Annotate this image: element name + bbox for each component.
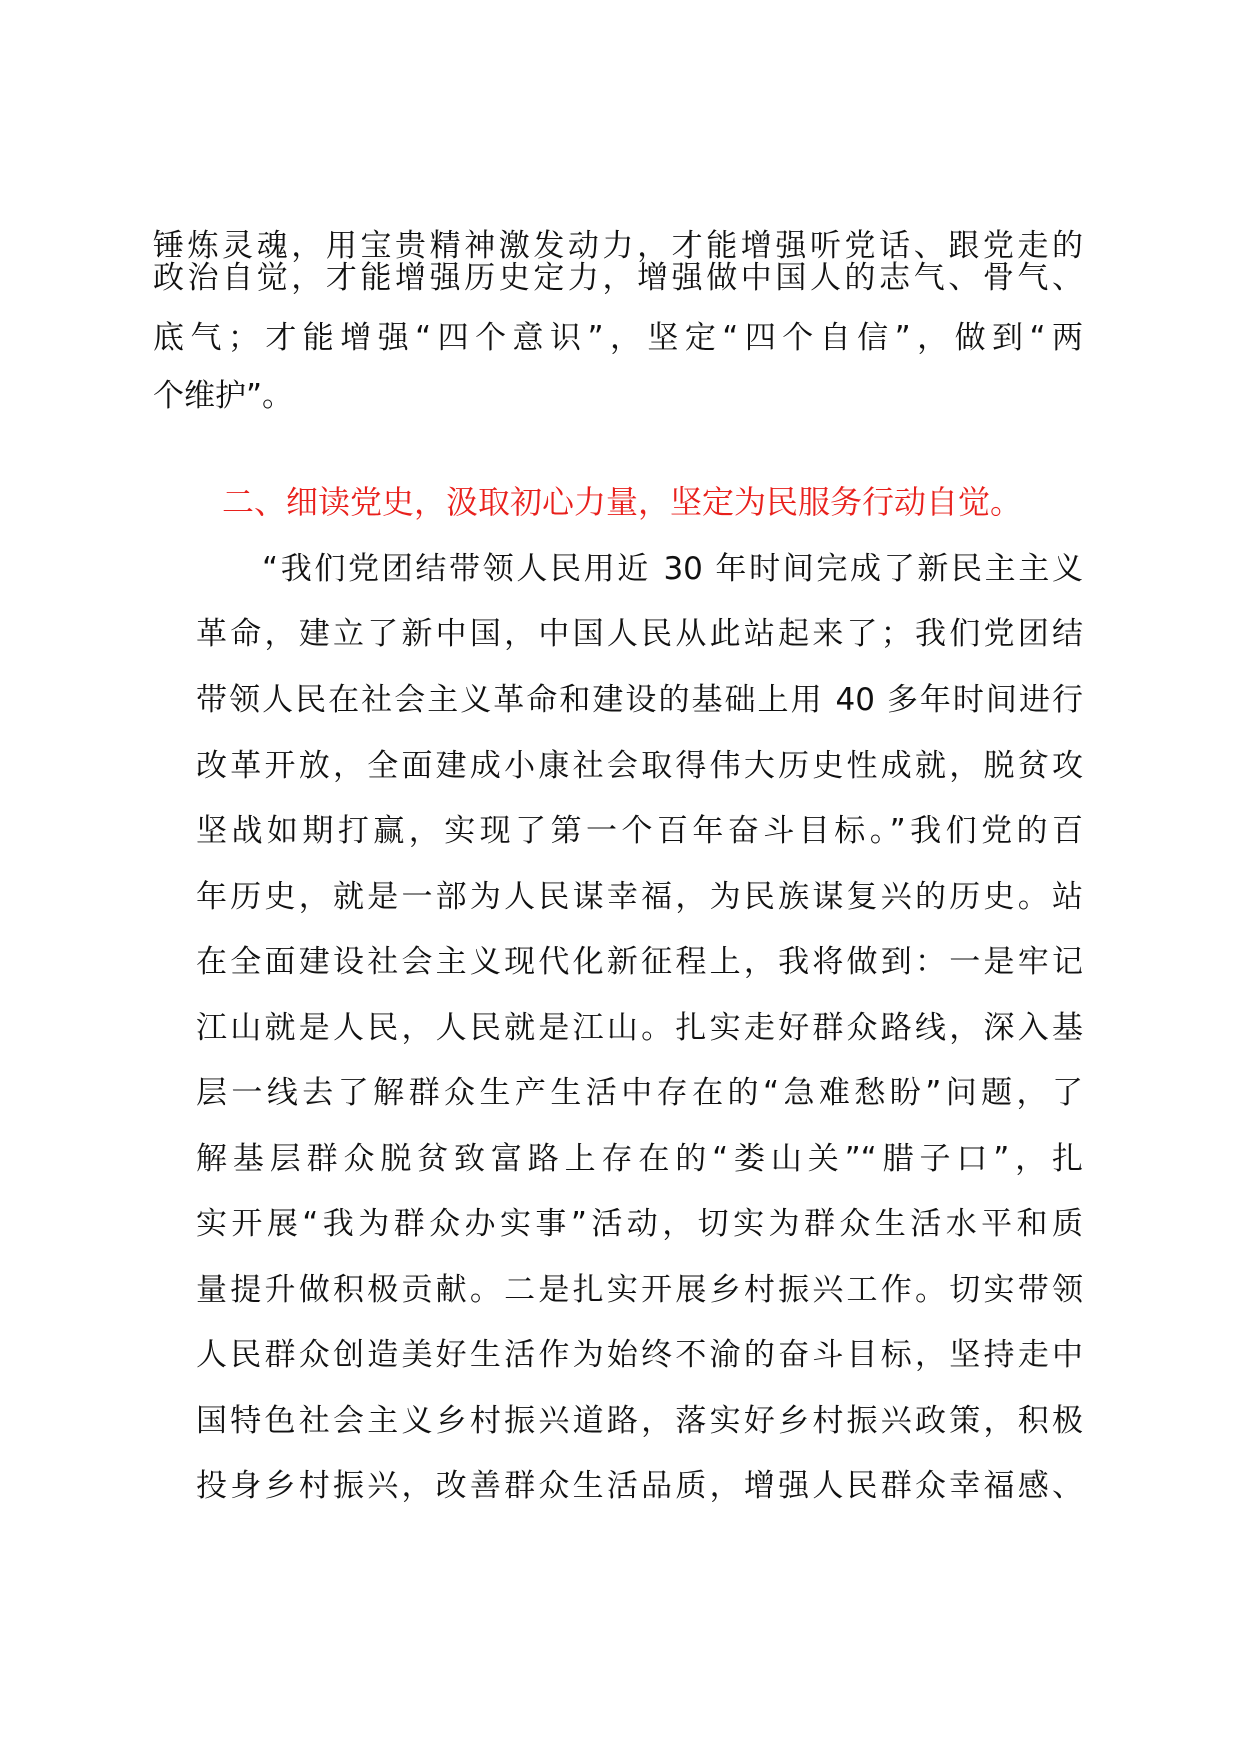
paragraph-line: 解基层群众脱贫致富路上存在的“娄山关”“腊子口”，扎 (196, 1141, 1083, 1177)
paragraph-line: “我们党团结带领人民用近 30 年时间完成了新民主主义 (262, 551, 1083, 587)
paragraph-line: 革命，建立了新中国，中国人民从此站起来了；我们党团结 (196, 616, 1083, 652)
paragraph-line: 锤炼灵魂，用宝贵精神激发动力，才能增强听党话、跟党走的 (153, 228, 1083, 264)
paragraph-line: 改革开放，全面建成小康社会取得伟大历史性成就，脱贫攻 (196, 748, 1083, 784)
paragraph-line: 国特色社会主义乡村振兴道路，落实好乡村振兴政策，积极 (196, 1403, 1083, 1439)
paragraph-line: 年历史，就是一部为人民谋幸福，为民族谋复兴的历史。站 (196, 879, 1083, 915)
paragraph-line: 投身乡村振兴，改善群众生活品质，增强人民群众幸福感、 (196, 1468, 1083, 1504)
paragraph-line: 江山就是人民，人民就是江山。扎实走好群众路线，深入基 (196, 1010, 1083, 1046)
paragraph-line: 底气；才能增强“四个意识”，坚定“四个自信”，做到“两 (153, 320, 1083, 356)
section-heading: 二、细读党史，汲取初心力量，坚定为民服务行动自觉。 (222, 483, 1023, 521)
paragraph-line: 在全面建设社会主义现代化新征程上，我将做到：一是牢记 (196, 944, 1083, 980)
paragraph-line: 实开展“我为群众办实事”活动，切实为群众生活水平和质 (196, 1206, 1083, 1242)
paragraph-line: 层一线去了解群众生产生活中存在的“急难愁盼”问题，了 (196, 1075, 1083, 1111)
paragraph-line: 带领人民在社会主义革命和建设的基础上用 40 多年时间进行 (196, 682, 1083, 718)
paragraph-line: 人民群众创造美好生活作为始终不渝的奋斗目标，坚持走中 (196, 1337, 1083, 1373)
paragraph-line: 政治自觉，才能增强历史定力，增强做中国人的志气、骨气、 (153, 260, 1083, 296)
paragraph-line: 个维护”。 (153, 378, 294, 414)
paragraph-line: 量提升做积极贡献。二是扎实开展乡村振兴工作。切实带领 (196, 1272, 1083, 1308)
paragraph-line: 坚战如期打赢，实现了第一个百年奋斗目标。”我们党的百 (196, 813, 1083, 849)
